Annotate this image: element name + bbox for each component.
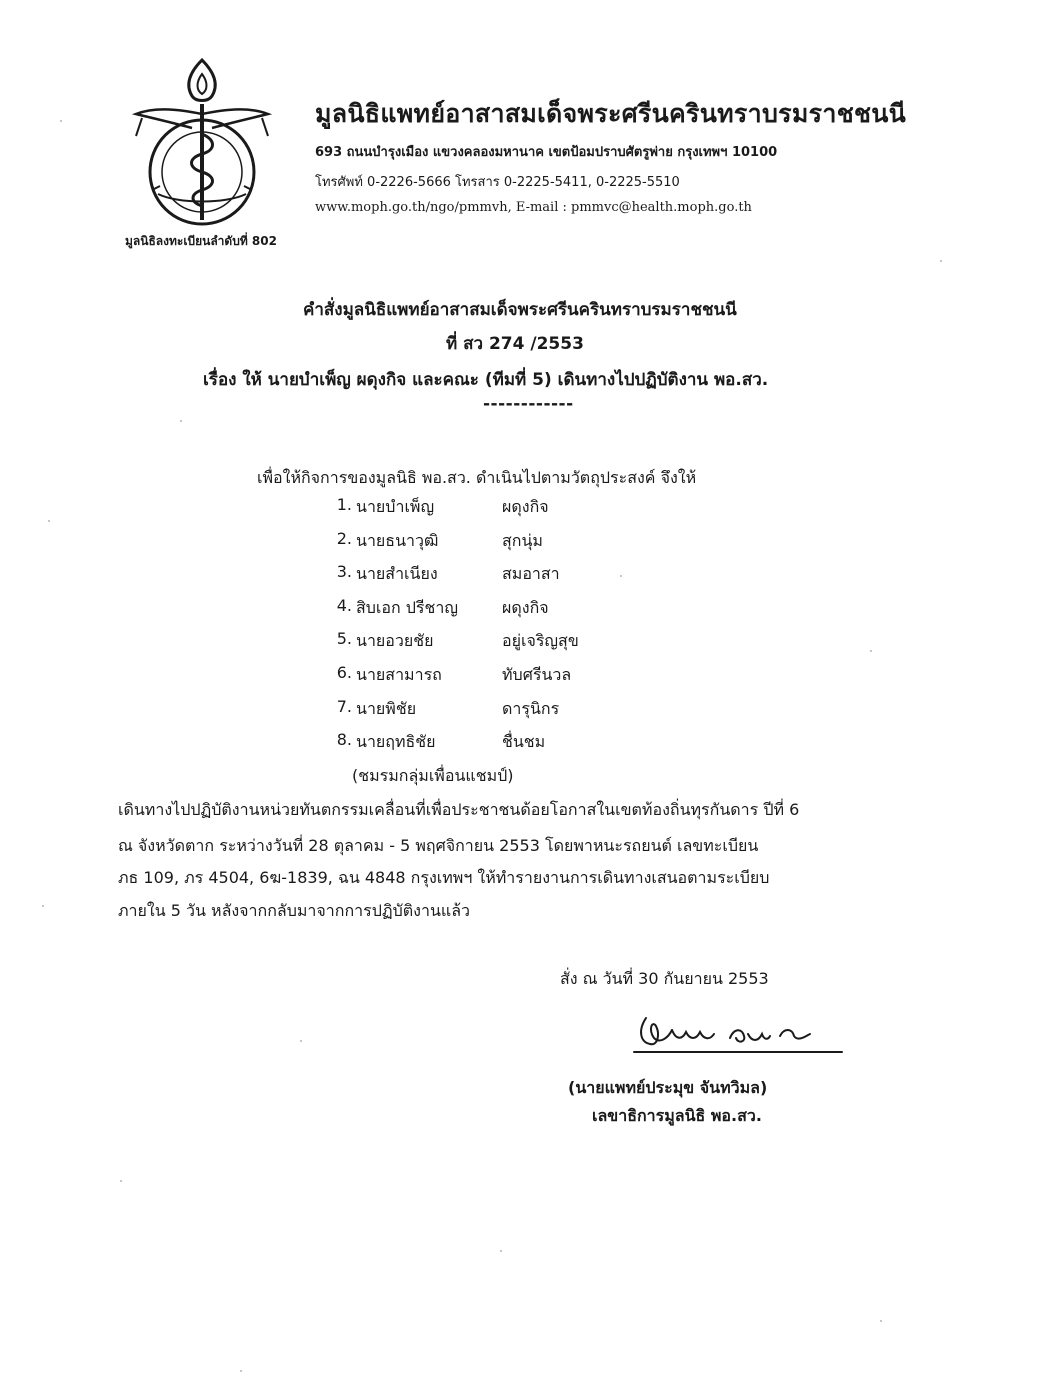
scan-speck	[120, 1180, 122, 1182]
scan-speck	[620, 575, 622, 577]
scan-speck	[42, 905, 44, 907]
separator-line: ------------	[483, 394, 574, 414]
member-first-name: นายฤทธิชัย	[356, 732, 436, 751]
order-date: สั่ง ณ วันที่ 30 กันยายน 2553	[560, 969, 769, 988]
member-number: 4.	[336, 596, 352, 615]
member-last-name: ชื่นชม	[502, 732, 546, 751]
member-number: 3.	[336, 562, 352, 581]
member-number: 6.	[336, 663, 352, 682]
foundation-logo-seal	[122, 52, 282, 227]
member-last-name: ทับศรีนวล	[502, 665, 572, 684]
address-line: 693 ถนนบำรุงเมือง แขวงคลองมหานาค เขตป้อมปราบศัตรูพ่าย กรุงเทพฯ 10100	[315, 145, 778, 160]
scan-speck	[300, 1040, 302, 1042]
paragraph-line: ภธ 109, ภร 4504, 6ฆ-1839, ฉน 4848 กรุงเทพฯ ให้ทำรายงานการเดินทางเสนอตามระเบียบ	[118, 868, 770, 887]
order-subject: เรื่อง ให้ นายบำเพ็ญ ผดุงกิจ และคณะ (ทีมที่ 5) เดินทางไปปฏิบัติงาน พอ.สว.	[203, 370, 769, 390]
member-number: 5.	[336, 629, 352, 648]
order-title: คำสั่งมูลนิธิแพทย์อาสาสมเด็จพระศรีนครินทราบรมราชชนนี	[303, 300, 737, 320]
member-first-name: นายอวยชัย	[356, 631, 434, 650]
signer-position: เลขาธิการมูลนิธิ พอ.สว.	[592, 1106, 762, 1125]
member-number: 2.	[336, 529, 352, 548]
member-number: 8.	[336, 730, 352, 749]
member-number: 1.	[336, 495, 352, 514]
intro-text: เพื่อให้กิจการของมูลนิธิ พอ.สว. ดำเนินไปตามวัตถุประสงค์ จึงให้	[257, 468, 697, 487]
member-first-name: นายธนาวุฒิ	[356, 531, 439, 550]
scan-speck	[240, 1370, 242, 1372]
member-last-name: อยู่เจริญสุข	[502, 631, 579, 650]
organization-name: มูลนิธิแพทย์อาสาสมเด็จพระศรีนครินทราบรมราชชนนี	[315, 99, 907, 128]
scan-speck	[60, 120, 62, 122]
member-last-name: สมอาสา	[502, 564, 560, 583]
paragraph-line: ณ จังหวัดตาก ระหว่างวันที่ 28 ตุลาคม - 5 พฤศจิกายน 2553 โดยพาหนะรถยนต์ เลขทะเบียน	[118, 836, 759, 855]
club-name: (ชมรมกลุ่มเพื่อนแชมป์)	[352, 766, 514, 785]
member-first-name: นายพิชัย	[356, 699, 417, 718]
member-first-name: นายบำเพ็ญ	[356, 497, 435, 516]
scan-speck	[48, 520, 50, 522]
scan-speck	[880, 1320, 882, 1322]
paragraph-line: เดินทางไปปฏิบัติงานหน่วยทันตกรรมเคลื่อนที่เพื่อประชาชนด้อยโอกาสในเขตท้องถิ่นทุรกันดาร ปีที่ 6	[118, 800, 800, 819]
member-number: 7.	[336, 697, 352, 716]
order-number: ที่ สว 274 /2553	[446, 334, 584, 354]
handwritten-signature	[630, 1008, 850, 1060]
member-first-name: นายสามารถ	[356, 665, 442, 684]
signer-name: (นายแพทย์ประมุข จันทวิมล)	[568, 1078, 768, 1097]
member-first-name: นายสำเนียง	[356, 564, 438, 583]
member-list	[326, 495, 646, 763]
registration-number: มูลนิธิลงทะเบียนลำดับที่ 802	[125, 234, 277, 248]
member-last-name: ผดุงกิจ	[502, 598, 549, 617]
member-last-name: ผดุงกิจ	[502, 497, 549, 516]
scan-speck	[870, 650, 872, 652]
web-email-line: www.moph.go.th/ngo/pmmvh, E-mail : pmmvc@health.moph.go.th	[315, 200, 752, 215]
member-first-name: สิบเอก ปรีชาญ	[356, 598, 458, 617]
scan-speck	[500, 1250, 502, 1252]
member-last-name: สุกนุ่ม	[502, 531, 543, 550]
scan-speck	[180, 420, 182, 422]
member-last-name: ดารุนิกร	[502, 699, 560, 718]
scan-speck	[940, 260, 942, 262]
paragraph-line: ภายใน 5 วัน หลังจากกลับมาจากการปฏิบัติงานแล้ว	[118, 901, 470, 920]
phone-fax-line: โทรศัพท์ 0-2226-5666 โทรสาร 0-2225-5411, 0-2225-5510	[315, 175, 680, 190]
